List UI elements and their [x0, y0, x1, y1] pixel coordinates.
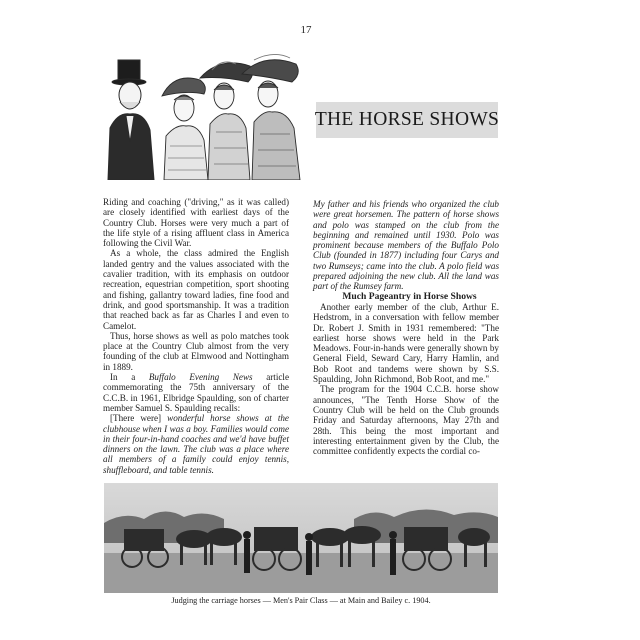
- left-column: [103, 197, 289, 475]
- photo-caption: Judging the carriage horses — Men's Pair Class — at Main and Bailey c. 1904.: [171, 596, 431, 605]
- subheading: Much Pageantry in Horse Shows: [342, 290, 477, 302]
- text-run: article commemorating the 75th anniversary of the C.C.B. in 1961, Elbridge Spaulding, son of charter member Samuel S. Spaulding recalls:: [103, 372, 290, 413]
- carriage-horses-photo: [104, 483, 498, 593]
- paragraph: Riding and coaching ("driving," as it was called) are closely identified with earliest days of the Country Club. Horses were very much a part of the life style of a rising affluent class in America following the Civil War.: [103, 197, 289, 249]
- paragraph: The program for the 1904 C.C.B. horse show announces, "The Tenth Horse Show of the Country Club will be held on the Club grounds Friday and Saturday afternoons, May 27th and 28th. This being the most important and interesting entertainment given by the Club, the committee confidently expects the cordial co-: [313, 384, 499, 457]
- block-quote: [103, 413, 289, 475]
- right-column: [313, 199, 499, 456]
- page-number: 17: [300, 24, 312, 36]
- paragraph: [103, 372, 289, 413]
- section-title: THE HORSE SHOWS: [316, 102, 498, 138]
- text-run: [There were]: [110, 413, 168, 424]
- paragraph: As a whole, the class admired the English landed gentry and the values associated with the cavalier tradition, with its emphasis on outdoor recreation, equestrian competition, sport shooting and fishing, gallantry toward ladies, fine food and drink, and good sportsmanship. It was a tradition that reached back as far as Charles I and even to Camelot.: [103, 248, 289, 331]
- period-illustration: [104, 50, 304, 180]
- newspaper-title: Buffalo Evening News: [148, 372, 253, 383]
- quote-text: wonderful horse shows at the clubhouse when I was a boy. Families would come in their four-in-hand coaches and we'd have buffet dinners on the lawn. The club was a place where all members of a family could enjoy tennis, shuffleboard, and table tennis.: [103, 413, 289, 475]
- block-quote: My father and his friends who organized the club were great horsemen. The pattern of horse shows and polo was stamped on the club from the beginning and remained until 1930. Polo was prominent because members of the Buffalo Polo Club (founded in 1877) including four Carys and two Rumseys; came into the club. A polo field was prepared adjoining the new club. All the land was part of the Rumsey farm.: [313, 199, 499, 292]
- text-run: In a: [110, 372, 149, 383]
- paragraph: Another early member of the club, Arthur E. Hedstrom, in a conversation with fellow member Dr. Robert J. Smith in 1931 remembered: "The earliest horse shows were held in the Park Meadows. Four-in-hands were generally shown by General Field, Seward Cary, Harry Hamlin, and Bob Root and tandems were shown by S.S. Spaulding, John Richmond, Bob Root, and me.": [313, 301, 499, 385]
- paragraph: Thus, horse shows as well as polo matches took place at the Country Club almost from the very founding of the club at Elmwood and Nottingham in 1889.: [103, 330, 289, 372]
